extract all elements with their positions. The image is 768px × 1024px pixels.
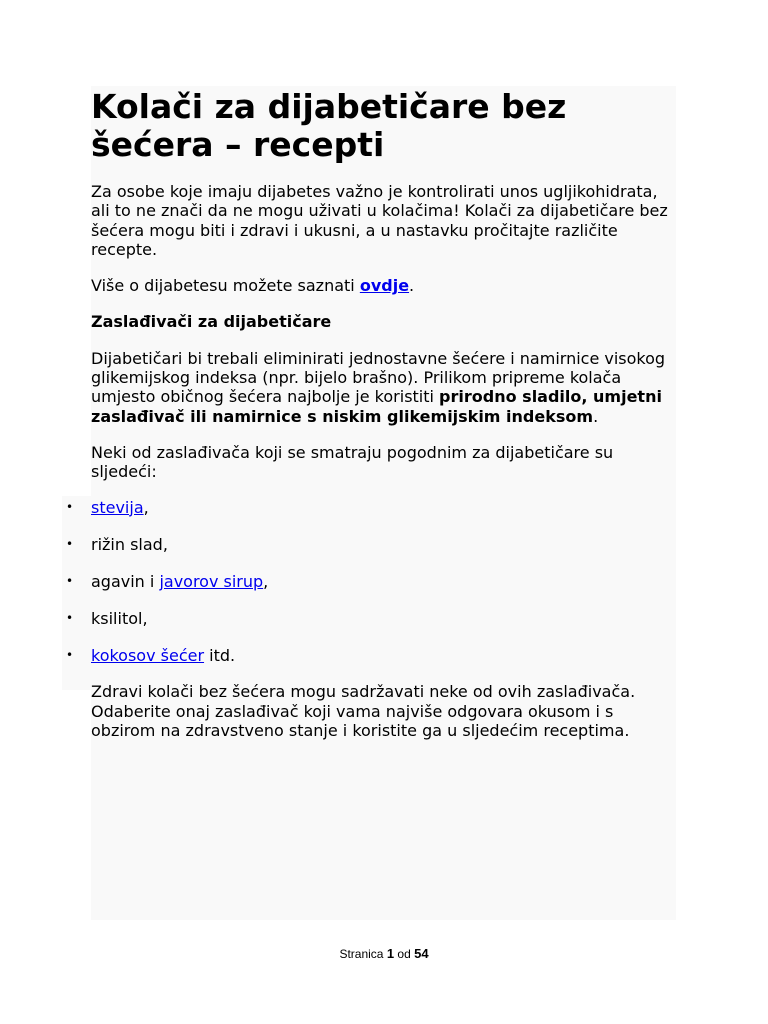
list-item — [66, 571, 681, 591]
bullet-icon: • — [66, 647, 74, 662]
more-info-link[interactable]: ovdje — [359, 276, 410, 296]
sweeteners-paragraph — [91, 349, 681, 426]
list-item — [66, 608, 681, 628]
bullet-icon: • — [66, 499, 74, 514]
page-footer — [0, 946, 768, 961]
page-total: 54 — [414, 946, 429, 961]
list-intro-paragraph: Neki od zaslađivača koji se smatraju pogodnim za dijabetičare su sljedeći: — [91, 442, 614, 482]
sweeteners-suffix: . — [593, 406, 599, 426]
sweetener-list — [66, 497, 681, 665]
more-info-text: Više o dijabetesu možete saznati — [91, 276, 360, 296]
section-heading: Zaslađivači za dijabetičare — [91, 312, 332, 332]
sweeteners-text: Dijabetičari bi trebali eliminirati jednostavne šećere i namirnice visokog glikemijskog indeksa (npr. bijelo brašno). Prilikom pripreme kolača umjesto običnog šećera najbolje je koristiti — [91, 348, 666, 407]
list-item-prefix: agavin i — [91, 571, 160, 591]
page-of: od — [397, 947, 411, 961]
more-info-paragraph — [91, 276, 681, 295]
kokosov-secer-link[interactable]: kokosov šećer — [91, 645, 205, 665]
more-info-suffix: . — [409, 276, 415, 296]
list-item-prefix: ksilitol, — [91, 608, 148, 628]
bullet-icon: • — [66, 573, 74, 588]
list-item — [66, 497, 681, 517]
list-item-suffix: , — [143, 497, 149, 517]
closing-paragraph: Zdravi kolači bez šećera mogu sadržavati neke od ovih zaslađivača. Odaberite onaj zaslađivač koji vama najviše odgovara okusom i s obzirom na zdravstveno stanje i koristite ga u sljedećim receptima. — [91, 682, 636, 741]
list-item-prefix: rižin slad, — [91, 534, 168, 554]
sweeteners-bold-text: prirodno sladilo, umjetni zaslađivač ili namirnice s niskim glikemijskim indeksom — [91, 387, 662, 426]
javorov-sirup-link[interactable]: javorov sirup — [159, 571, 264, 591]
list-item — [66, 645, 681, 665]
page-title: Kolači za dijabetičare bez šećera – recepti — [91, 87, 567, 164]
page-label: Stranica — [339, 947, 384, 961]
bullet-icon: • — [66, 536, 74, 551]
page-current: 1 — [386, 946, 395, 961]
stevija-link[interactable]: stevija — [91, 497, 144, 517]
document-body — [66, 86, 681, 741]
bullet-icon: • — [66, 610, 74, 625]
list-item — [66, 534, 681, 554]
list-item-suffix: itd. — [204, 645, 236, 665]
list-item-suffix: , — [263, 571, 269, 591]
intro-paragraph: Za osobe koje imaju dijabetes važno je kontrolirati unos ugljikohidrata, ali to ne znači da ne mogu uživati u kolačima! Kolači za dijabetičare bez šećera mogu biti i zdravi i ukusni, a u nastavku pročitajte različite recepte. — [91, 182, 668, 259]
